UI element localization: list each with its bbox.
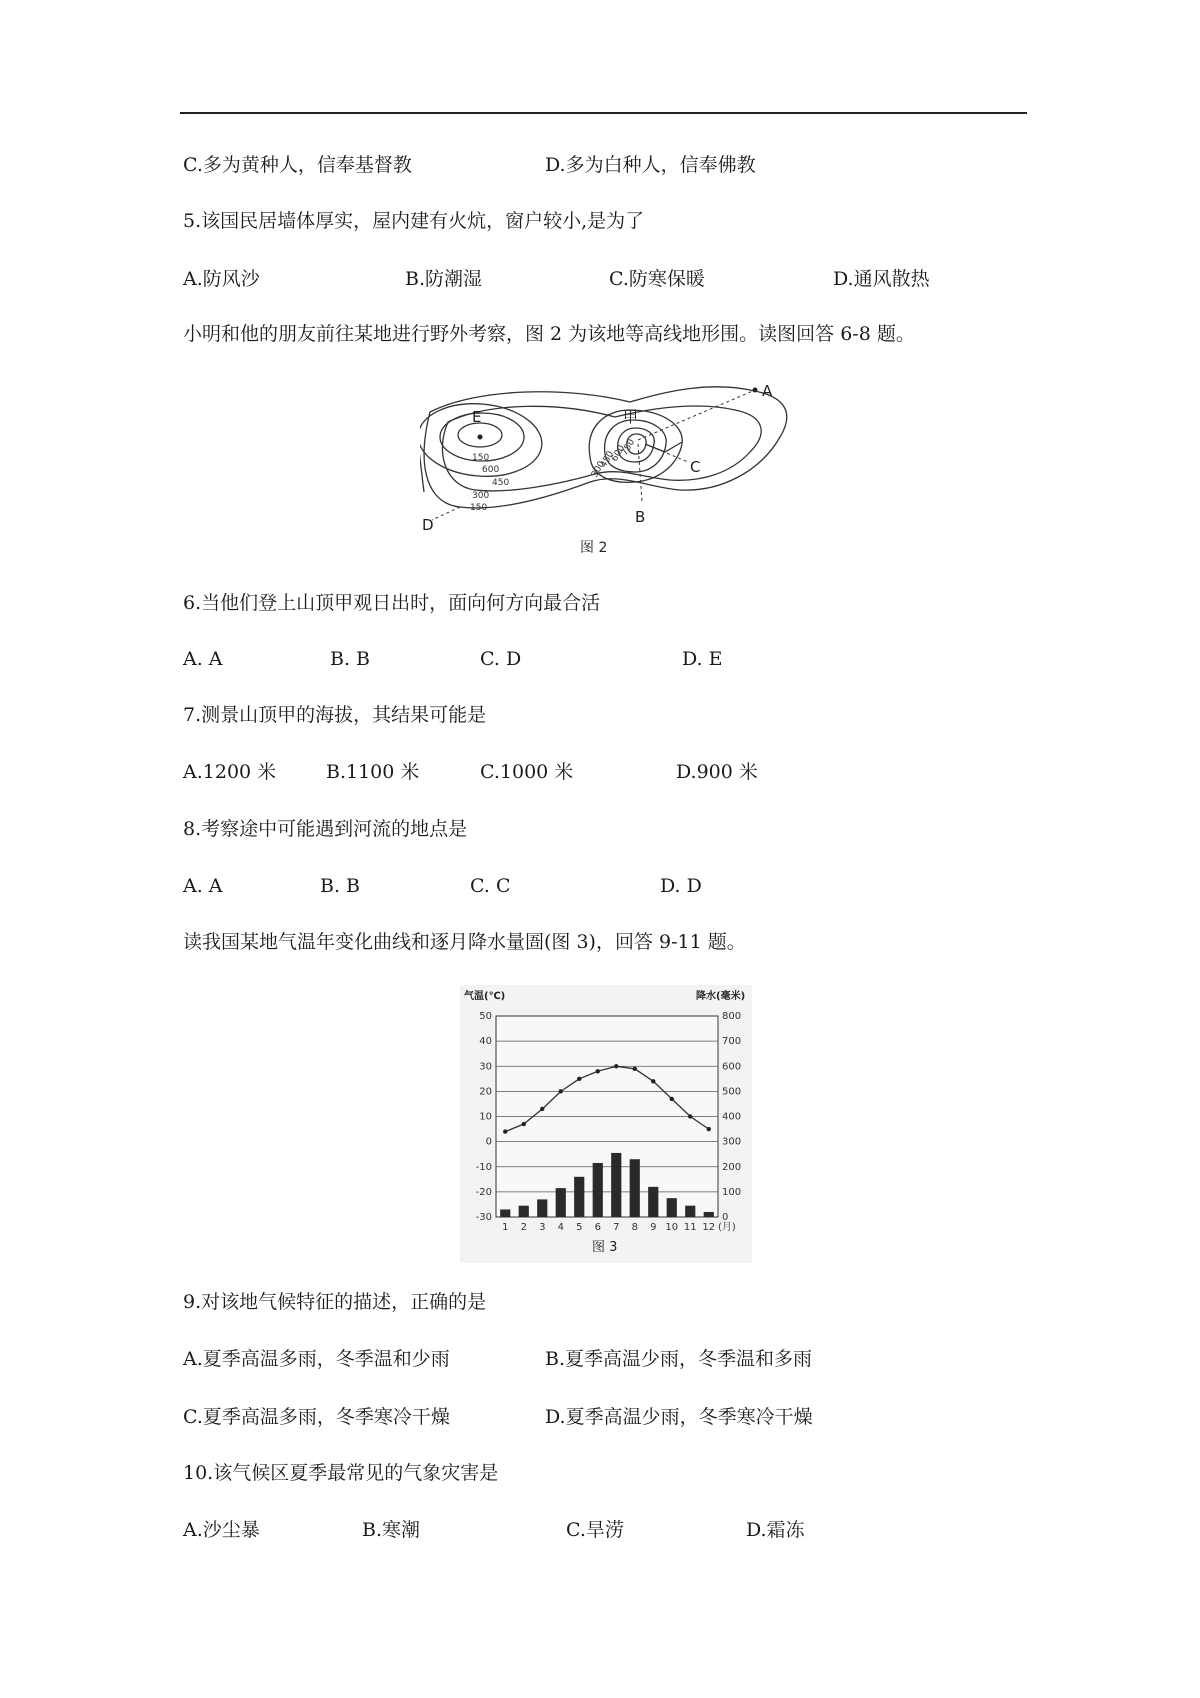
fig3-precip-bar [685,1206,695,1217]
q6-option-c[interactable]: C. D [480,648,522,670]
q9-option-d[interactable]: D.夏季高温少雨，冬季寒冷干燥 [545,1406,813,1428]
fig2-contour-label: 600 [482,465,500,475]
fig3-left-tick: 10 [479,1111,492,1123]
q9-stem: 9.对该地气候特征的描述，正确的是 [183,1291,487,1313]
q10-stem: 10.该气候区夏季最常见的气象灾害是 [183,1462,499,1484]
fig2-contour-label: 450 [598,449,617,470]
fig3-month-tick: 4 [557,1222,564,1233]
fig3-temp-point [540,1107,544,1111]
fig2-contour-label: 300 [589,459,608,480]
q9-option-c[interactable]: C.夏季高温多雨，冬季寒冷干燥 [183,1406,450,1428]
fig3-month-tick: 10 [665,1222,679,1233]
fig2-point-jia: 甲 [623,408,639,426]
fig3-left-tick: 30 [479,1061,492,1073]
fig2-point-d: D [422,516,434,534]
fig3-left-tick: 20 [479,1086,492,1098]
fig3-right-tick: 0 [722,1212,729,1223]
fig3-month-tick: 12 [702,1222,716,1233]
fig3-precip-bar [574,1177,584,1217]
fig3-left-tick: 0 [485,1136,492,1148]
q8-option-a[interactable]: A. A [183,875,223,897]
fig3-right-tick: 100 [722,1186,742,1198]
q7-stem: 7.测景山顶甲的海拔，其结果可能是 [183,704,487,726]
fig3-temp-point [707,1127,711,1131]
fig3-temp-point [596,1069,600,1073]
q5-option-b[interactable]: B.防潮湿 [405,268,483,290]
fig3-left-tick: -10 [475,1161,492,1173]
fig3-temp-point [559,1089,563,1093]
q9-option-a[interactable]: A.夏季高温多雨，冬季温和少雨 [183,1348,450,1370]
fig3-temp-point [633,1067,637,1071]
fig3-precip-bar [704,1212,714,1217]
fig3-temp-point [614,1064,618,1068]
q5-option-a[interactable]: A.防风沙 [183,268,260,290]
fig3-left-axis-label: 气温(℃) [464,991,506,1002]
q5-option-d[interactable]: D.通风散热 [833,268,930,290]
q7-option-c[interactable]: C.1000 米 [480,761,574,783]
header-rule [180,112,1027,114]
fig2-contour-label: 450 [492,478,510,488]
q4-option-d[interactable]: D.多为白种人，信奉佛教 [545,154,756,176]
fig3-temp-point [688,1114,692,1118]
fig2-contour-label: 300 [472,491,490,501]
q6-option-a[interactable]: A. A [183,648,223,670]
fig2-contour-label: 150 [470,503,488,513]
q10-option-a[interactable]: A.沙尘暴 [183,1519,260,1541]
q8-stem: 8.考察途中可能遇到河流的地点是 [183,818,468,840]
fig3-month-tick: 7 [613,1222,620,1233]
fig2-contour-label: 600 [609,443,628,464]
fig3-right-tick: 200 [722,1161,742,1173]
fig3-caption: 图 3 [592,1240,618,1255]
fig3-temp-point [503,1129,507,1133]
fig3-precip-bar [519,1206,529,1217]
q5-option-c[interactable]: C.防寒保暖 [609,268,705,290]
intro-9-11: 读我国某地气温年变化曲线和逐月降水量圄(图 3)，回答 9-11 题。 [183,931,746,953]
fig3-precip-bar [537,1199,547,1217]
q6-stem: 6.当他们登上山顶甲观日出时，面向何方向最合活 [183,592,601,614]
fig3-precip-bar [667,1198,677,1217]
fig3-temp-point [522,1122,526,1126]
figure-3-climate-chart [460,985,752,1263]
fig3-left-tick: 50 [479,1011,492,1022]
fig3-right-tick: 700 [722,1036,742,1048]
q5-stem: 5.该国民居墙体厚实，屋内建有火炕，窗户较小,是为了 [183,210,645,232]
fig3-month-tick: 6 [594,1222,601,1233]
q10-option-c[interactable]: C.旱涝 [566,1519,624,1541]
q8-option-d[interactable]: D. D [660,875,702,897]
q8-option-c[interactable]: C. C [470,875,511,897]
fig3-temp-point [651,1079,655,1083]
fig3-x-unit: (月) [718,1222,736,1233]
fig3-month-tick: 2 [520,1222,527,1233]
fig3-month-tick: 11 [683,1222,697,1233]
figure-2-contour-map [420,382,810,560]
fig3-month-tick: 9 [650,1222,657,1233]
fig3-precip-bar [593,1163,603,1217]
fig3-temp-point [577,1077,581,1081]
q6-option-d[interactable]: D. E [682,648,723,670]
fig3-left-tick: -20 [475,1186,492,1198]
fig2-point-a: A [762,382,773,400]
fig3-temp-point [670,1097,674,1101]
fig3-month-tick: 3 [539,1222,546,1233]
q7-option-d[interactable]: D.900 米 [676,761,758,783]
q4-option-c[interactable]: C.多为黄种人，信奉基督教 [183,154,412,176]
fig3-right-tick: 800 [722,1011,742,1022]
fig2-point-e: E [472,408,482,426]
fig3-right-tick: 600 [722,1061,742,1073]
q10-option-b[interactable]: B.寒潮 [362,1519,421,1541]
fig2-caption: 图 2 [580,540,608,556]
fig2-contour-label: 150 [472,453,490,463]
fig3-month-tick: 8 [631,1222,638,1233]
fig3-precip-bar [500,1209,510,1217]
q6-option-b[interactable]: B. B [330,648,371,670]
fig3-left-tick: -30 [475,1212,492,1223]
fig2-contour-label: 750 [619,437,638,458]
intro-6-8: 小明和他的朋友前往某地进行野外考察，图 2 为该地等高线地形围。读图回答 6-8 题。 [183,323,915,345]
fig3-precip-bar [630,1159,640,1217]
fig3-precip-bar [611,1153,621,1217]
fig3-right-tick: 400 [722,1111,742,1123]
q7-option-b[interactable]: B.1100 米 [326,761,420,783]
fig3-right-tick: 500 [722,1086,742,1098]
fig3-right-tick: 300 [722,1136,742,1148]
fig3-right-axis-label: 降水(毫米) [696,991,746,1002]
fig3-month-tick: 5 [576,1222,583,1233]
fig3-left-tick: 40 [479,1036,492,1048]
fig2-point-b: B [635,508,646,526]
q9-option-b[interactable]: B.夏季高温少雨，冬季温和多雨 [545,1348,813,1370]
q8-option-b[interactable]: B. B [320,875,361,897]
q7-option-a[interactable]: A.1200 米 [183,761,277,783]
fig3-precip-bar [648,1187,658,1217]
q10-option-d[interactable]: D.霜冻 [746,1519,805,1541]
fig2-point-c: C [690,458,701,476]
fig3-precip-bar [556,1188,566,1217]
fig3-month-tick: 1 [502,1222,509,1233]
